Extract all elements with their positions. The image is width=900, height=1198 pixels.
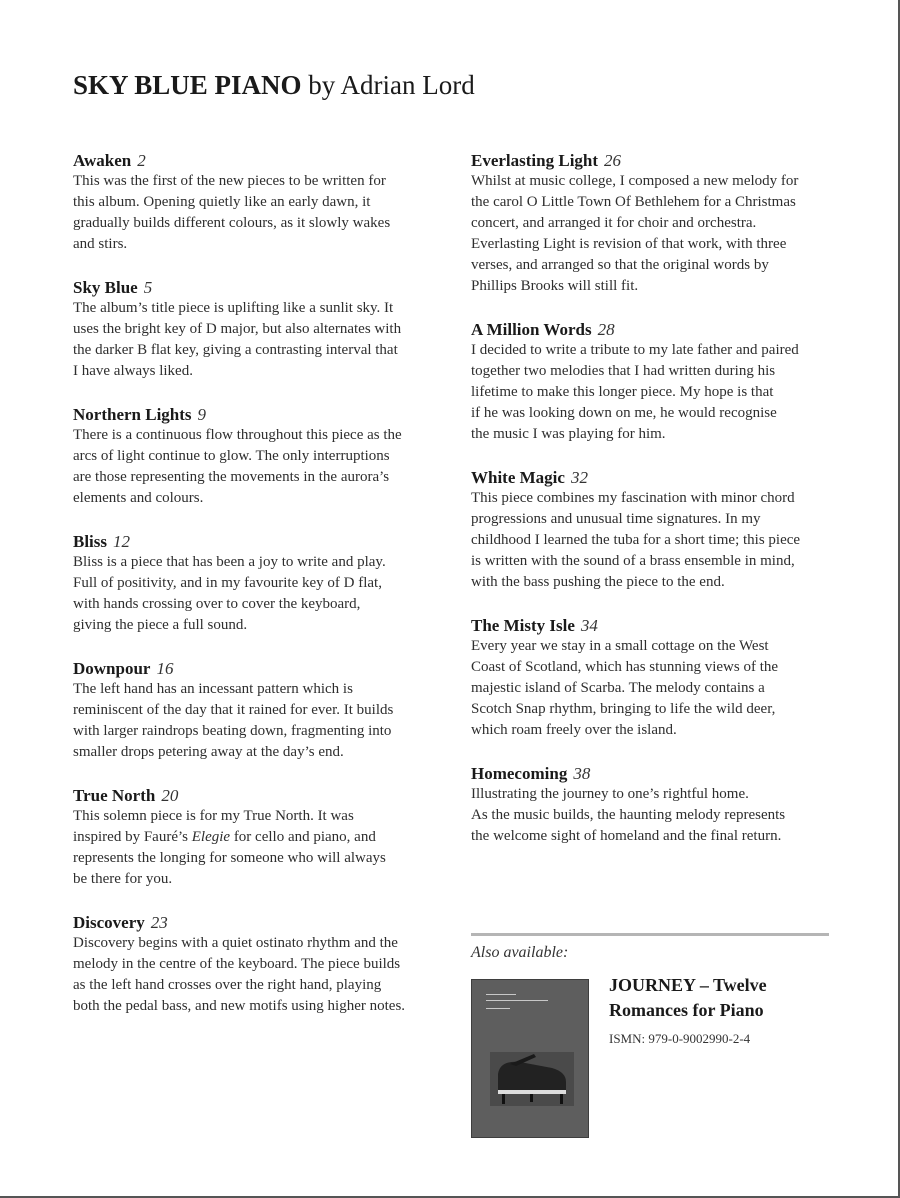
also-available-label: Also available: — [471, 944, 569, 961]
track-description — [73, 552, 448, 636]
desc-line: verses, and arranged so that the original words by — [471, 257, 769, 273]
cover-text-line — [486, 994, 516, 995]
track-entry — [73, 658, 448, 763]
track-heading — [471, 615, 841, 636]
desc-line: together two melodies that I had written during his — [471, 363, 776, 379]
desc-line: if he was looking down on me, he would recognise — [471, 405, 777, 421]
section-divider — [471, 933, 829, 936]
track-heading — [73, 531, 448, 552]
track-entry — [471, 467, 841, 593]
desc-line: are those representing the movements in the aurora’s — [73, 469, 390, 485]
desc-line: Illustrating the journey to one’s rightful home. — [471, 786, 749, 802]
track-description — [73, 298, 448, 382]
desc-line: and stirs. — [73, 236, 128, 252]
desc-line: majestic island of Scarba. The melody contains a — [471, 680, 765, 696]
desc-line: concert, and arranged it for choir and orchestra. — [471, 215, 757, 231]
track-description — [73, 425, 448, 509]
track-page: 28 — [597, 320, 615, 339]
track-entry — [471, 615, 841, 741]
desc-line: As the music builds, the haunting melody represents — [471, 807, 786, 823]
product-title-line: Romances for Piano — [609, 1000, 764, 1020]
track-title: True North — [73, 786, 156, 805]
cover-text-line — [486, 1008, 510, 1009]
desc-italic-title: Elegie — [191, 829, 231, 845]
desc-line: be there for you. — [73, 871, 173, 887]
track-title: The Misty Isle — [471, 616, 575, 635]
track-description — [471, 636, 841, 741]
desc-line: elements and colours. — [73, 490, 204, 506]
desc-line: The left hand has an incessant pattern which is — [73, 681, 353, 697]
track-heading — [471, 319, 841, 340]
desc-line: the welcome sight of homeland and the final return. — [471, 828, 782, 844]
track-description — [471, 488, 841, 593]
track-page: 34 — [580, 616, 598, 635]
track-page: 26 — [604, 151, 622, 170]
product-title — [609, 973, 839, 1023]
desc-line: Every year we stay in a small cottage on the West — [471, 638, 769, 654]
desc-line: Everlasting Light is revision of that work, with three — [471, 236, 787, 252]
track-entry — [471, 150, 841, 297]
desc-line: is written with the sound of a brass ensemble in mind, — [471, 553, 795, 569]
desc-line: There is a continuous flow throughout this piece as the — [73, 427, 402, 443]
track-page: 16 — [156, 659, 174, 678]
track-entry — [73, 531, 448, 636]
track-title: Sky Blue — [73, 278, 138, 297]
track-title: Homecoming — [471, 764, 568, 783]
desc-line: melody in the centre of the keyboard. The piece builds — [73, 956, 401, 972]
desc-line: I have always liked. — [73, 363, 193, 379]
desc-line: This piece combines my fascination with minor chord — [471, 490, 795, 506]
desc-line: represents the longing for someone who will always — [73, 850, 386, 866]
desc-line: This solemn piece is for my True North. It was — [73, 808, 354, 824]
desc-line: gradually builds different colours, as it slowly wakes — [73, 215, 391, 231]
track-heading — [471, 467, 841, 488]
product-info — [609, 973, 839, 1047]
right-column — [471, 150, 841, 869]
track-title: Everlasting Light — [471, 151, 599, 170]
desc-line: both the pedal bass, and new motifs using higher notes. — [73, 998, 406, 1014]
desc-line: with the bass pushing the piece to the end. — [471, 574, 725, 590]
track-heading — [471, 150, 841, 171]
track-entry — [73, 150, 448, 255]
track-title: Bliss — [73, 532, 108, 551]
desc-line: uses the bright key of D major, but also alternates with — [73, 321, 402, 337]
product-ismn: ISMN: 979-0-9002990-2-4 — [609, 1031, 751, 1046]
desc-line: with hands crossing over to cover the keyboard, — [73, 596, 361, 612]
desc-line: this album. Opening quietly like an early dawn, it — [73, 194, 371, 210]
track-description — [73, 806, 448, 890]
desc-line: the music I was playing for him. — [471, 426, 666, 442]
track-description — [471, 784, 841, 847]
page-title — [73, 70, 475, 101]
desc-line: with larger raindrops beating down, fragmenting into — [73, 723, 392, 739]
track-entry — [471, 763, 841, 847]
product-title-line: JOURNEY – Twelve — [609, 975, 767, 995]
track-page: 2 — [137, 151, 146, 170]
desc-line: Coast of Scotland, which has stunning views of the — [471, 659, 779, 675]
desc-line: I decided to write a tribute to my late father and paired — [471, 342, 799, 358]
desc-line: smaller drops petering away at the day’s end. — [73, 744, 344, 760]
track-heading — [73, 912, 448, 933]
desc-line: Bliss is a piece that has been a joy to write and play. — [73, 554, 386, 570]
track-title: Downpour — [73, 659, 151, 678]
track-heading — [73, 150, 448, 171]
track-title: Discovery — [73, 913, 145, 932]
desc-line: reminiscent of the day that it rained for ever. It builds — [73, 702, 394, 718]
desc-text: inspired by Fauré’s — [73, 829, 192, 845]
album-author: by Adrian Lord — [308, 70, 475, 100]
cover-text-line — [486, 1000, 548, 1001]
track-description — [471, 340, 841, 445]
track-title: Northern Lights — [73, 405, 192, 424]
track-page: 5 — [143, 278, 153, 297]
track-page: 12 — [113, 532, 131, 551]
desc-line: Phillips Brooks will still fit. — [471, 278, 639, 294]
desc-line — [73, 827, 448, 848]
track-entry — [73, 404, 448, 509]
track-heading — [73, 658, 448, 679]
track-heading — [471, 763, 841, 784]
track-entry — [471, 319, 841, 445]
track-title: White Magic — [471, 468, 565, 487]
track-entry — [73, 912, 448, 1017]
track-description — [73, 933, 448, 1017]
desc-line: the darker B flat key, giving a contrasting interval that — [73, 342, 398, 358]
desc-line: childhood I learned the tuba for a short time; this piece — [471, 532, 801, 548]
track-title: Awaken — [73, 151, 132, 170]
desc-line: progressions and unusual time signatures. In my — [471, 511, 761, 527]
desc-line: Scotch Snap rhythm, bringing to life the wild deer, — [471, 701, 776, 717]
track-page: 20 — [161, 786, 179, 805]
desc-line: as the left hand crosses over the right hand, playing — [73, 977, 382, 993]
track-page: 32 — [570, 468, 588, 487]
track-entry — [73, 277, 448, 382]
desc-line: Full of positivity, and in my favourite key of D flat, — [73, 575, 382, 591]
track-description — [73, 171, 448, 255]
desc-text: for cello and piano, and — [230, 829, 376, 845]
desc-line: giving the piece a full sound. — [73, 617, 248, 633]
track-description — [471, 171, 841, 297]
track-heading — [73, 404, 448, 425]
desc-line: Discovery begins with a quiet ostinato rhythm and the — [73, 935, 398, 951]
track-page: 9 — [197, 405, 207, 424]
desc-line: Whilst at music college, I composed a new melody for — [471, 173, 799, 189]
track-title: A Million Words — [471, 320, 592, 339]
desc-line: This was the first of the new pieces to be written for — [73, 173, 386, 189]
track-description — [73, 679, 448, 763]
track-entry — [73, 785, 448, 890]
desc-line: which roam freely over the island. — [471, 722, 677, 738]
album-title: SKY BLUE PIANO — [73, 70, 302, 100]
desc-line: the carol O Little Town Of Bethlehem for a Christmas — [471, 194, 796, 210]
desc-line: The album’s title piece is uplifting like a sunlit sky. It — [73, 300, 394, 316]
track-page: 23 — [150, 913, 168, 932]
grand-piano-icon — [490, 1052, 574, 1106]
track-heading — [73, 277, 448, 298]
desc-line: arcs of light continue to glow. The only interruptions — [73, 448, 390, 464]
book-cover-image — [471, 979, 589, 1138]
track-page: 38 — [573, 764, 591, 783]
desc-line: lifetime to make this longer piece. My hope is that — [471, 384, 774, 400]
track-heading — [73, 785, 448, 806]
left-column — [73, 150, 448, 1039]
